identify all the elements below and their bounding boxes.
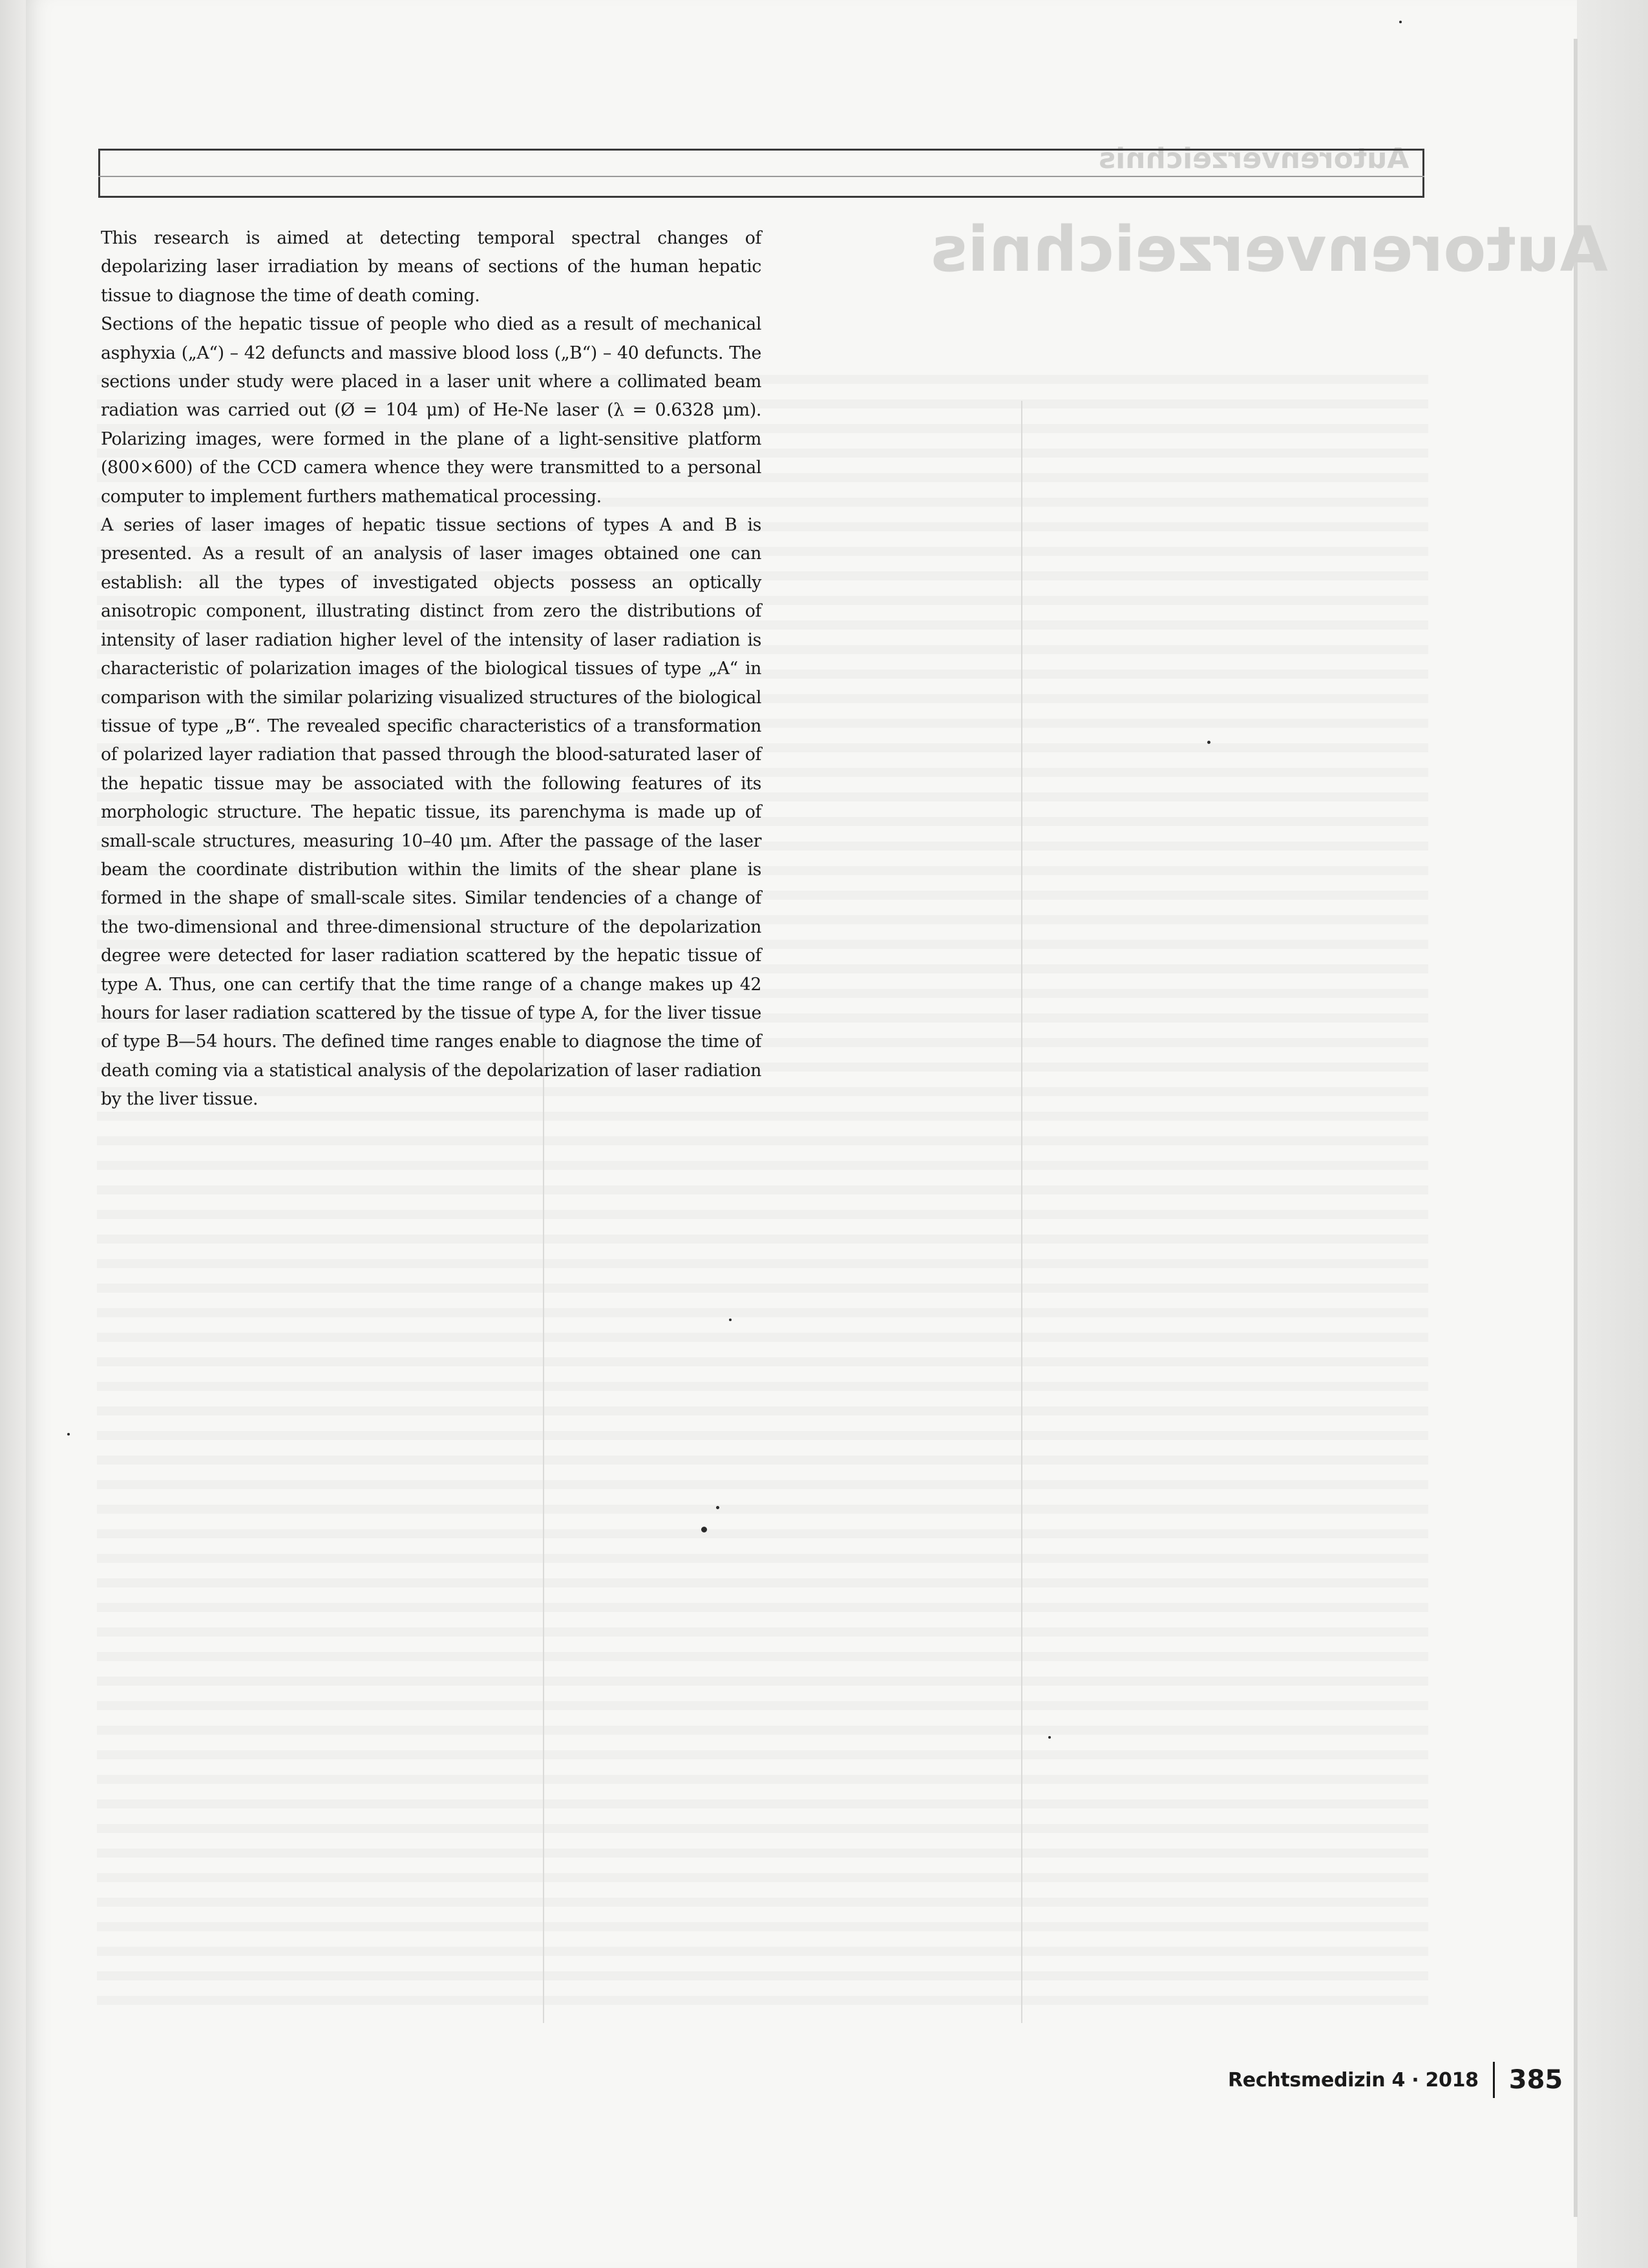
header-divider — [98, 176, 1424, 177]
show-through-column-rule — [543, 1008, 544, 2023]
scan-speck — [1399, 21, 1402, 23]
footer-divider — [1493, 2062, 1495, 2098]
page-number: 385 — [1508, 2065, 1563, 2095]
abstract-paragraph: A series of laser images of hepatic tissue sections of types A and B is presented. As a result of an analysis of laser images obtained one can establish: all the types of investigated objects possess an optically anisotropic component, illustrating distinct from zero the distributions of intensity of laser radiation higher level of the intensity of laser radiation is characteristic of polarization images of the biological tissues of type „A“ in comparison with the similar polarizing visualized structures of the biological tissue of type „B“. The revealed specific characteristics of a transformation of polarized layer radiation that passed through the blood-saturated laser of the hepatic tissue may be associated with the following features of its morphologic structure. The hepatic tissue, its parenchyma is made up of small-scale structures, measuring 10–40 μm. After the passage of the laser beam the coordinate distribution within the limits of the shear plane is formed in the shape of small-scale sites. Similar tendencies of a change of the two-dimensional and three-dimensional structure of the depolarization degree were detected for laser radiation scattered by the hepatic tissue of type A. Thus, one can certify that the time range of a change makes up 42 hours for laser radiation scattered by the tissue of type A, for the liver tissue of type B—54 hours. The defined time ranges enable to diagnose the time of death coming via a statistical analysis of the depolarization of laser radiation by the liver tissue. — [101, 515, 761, 1110]
header-frame — [98, 149, 1424, 198]
show-through-section-header: Autorenverzeichnis — [1099, 142, 1410, 175]
journal-citation: Rechtsmedizin 4 · 2018 — [1228, 2068, 1479, 2092]
page-footer — [1228, 2061, 1563, 2099]
scan-speck — [67, 1433, 70, 1436]
show-through-column-rule — [1021, 401, 1022, 2023]
abstract-paragraph: Sections of the hepatic tissue of people who died as a result of mechanical asphyxia („A“) – 42 defuncts and massive blood loss („B“) – 40 defuncts. The sections under study were placed in a laser unit where a collimated beam radiation was carried out (Ø = 104 μm) of He-Ne laser (λ = 0.6328 μm). Polarizing images, were formed in the plane of a light-sensitive platform (800×600) of the CCD camera whence they were transmitted to a personal computer to implement furthers mathematical processing. — [101, 314, 761, 507]
scan-speck — [729, 1319, 732, 1321]
scan-speck — [1048, 1736, 1051, 1739]
scan-speck — [701, 1527, 707, 1532]
scan-speck — [1207, 741, 1210, 744]
show-through-title: Autorenverzeichnis — [931, 213, 1608, 286]
page-edge — [1574, 39, 1578, 2217]
abstract-paragraph: This research is aimed at detecting temporal spectral changes of depolarizing laser irradiation by means of sections of the human hepatic tissue to diagnose the time of death coming. — [101, 228, 761, 306]
abstract-text — [101, 224, 761, 1114]
scan-speck — [716, 1506, 719, 1509]
